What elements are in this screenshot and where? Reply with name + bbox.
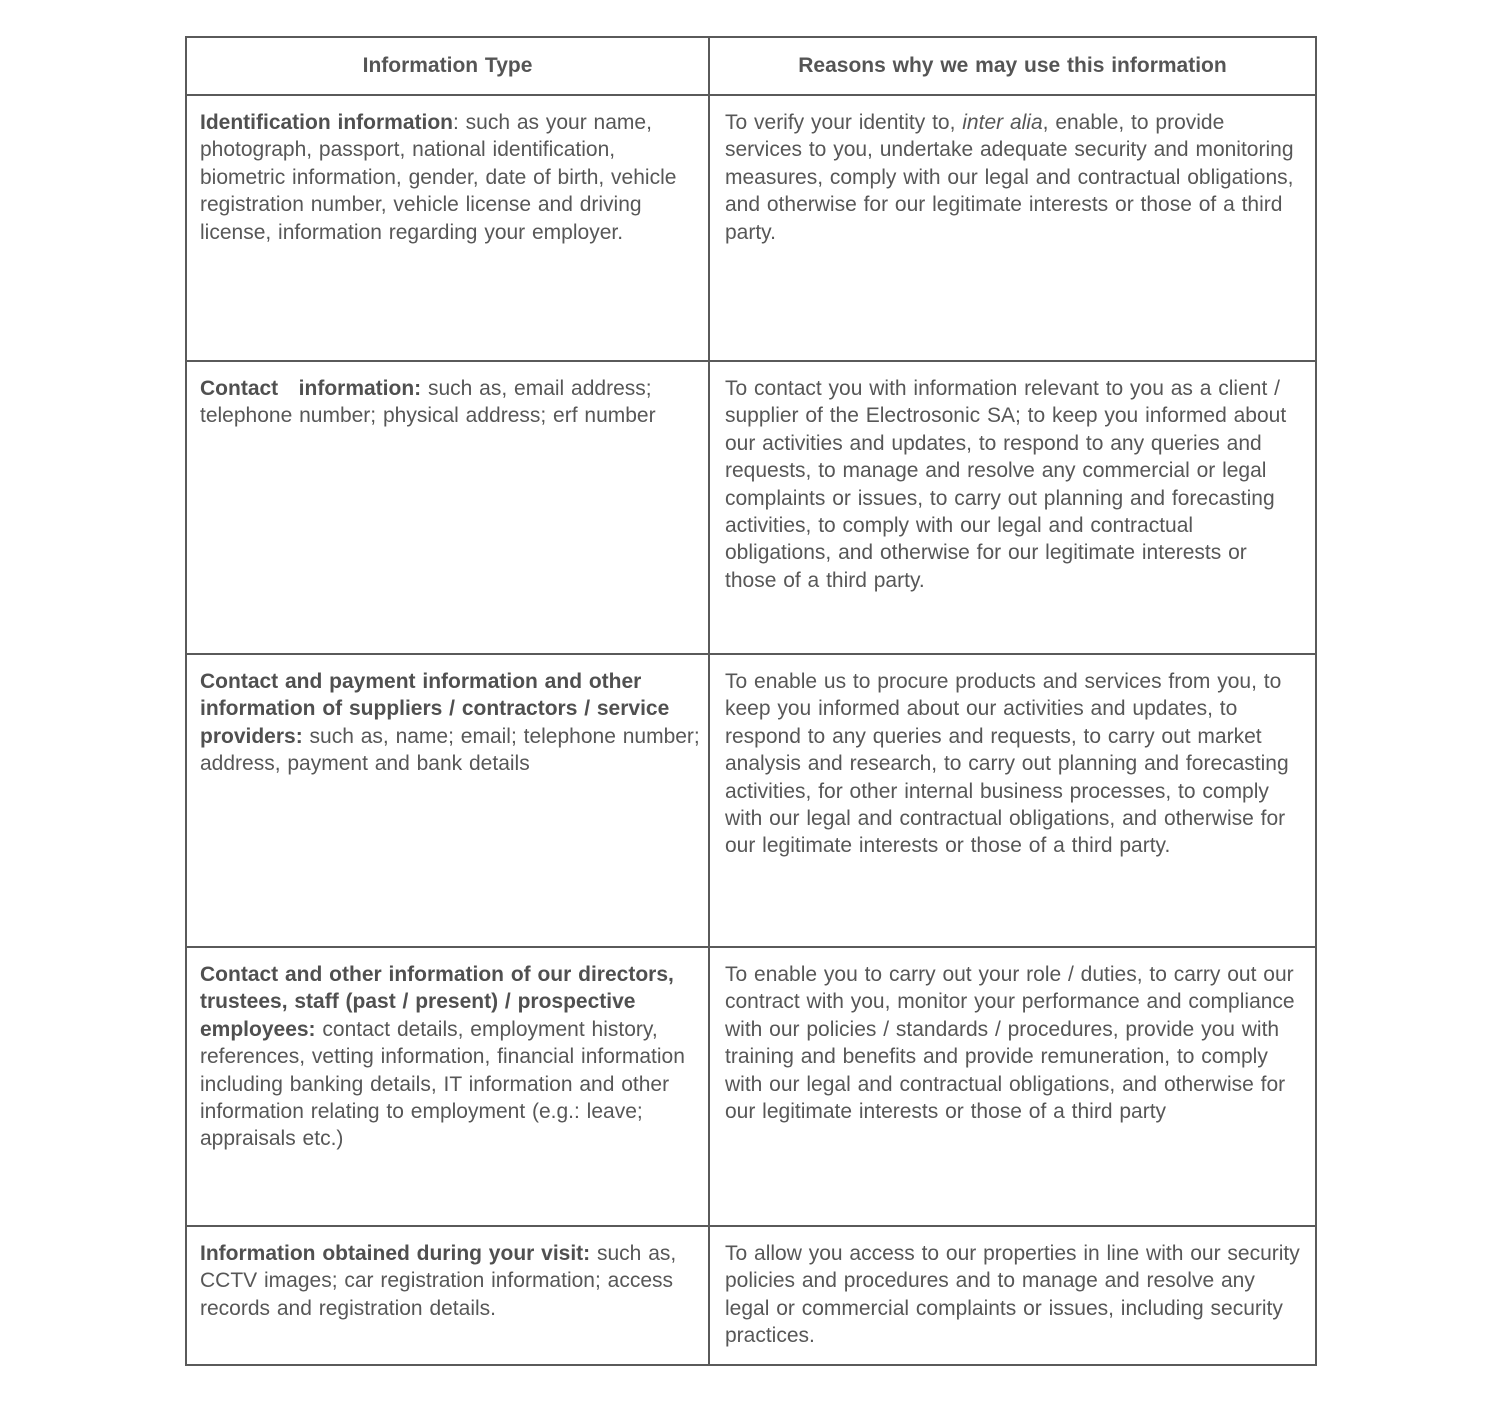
header-information-type: Information Type bbox=[186, 37, 709, 95]
table-header-row bbox=[186, 37, 1316, 95]
information-type-label: Identification information bbox=[200, 111, 453, 134]
information-type-cell bbox=[186, 654, 709, 947]
information-type-description: such as, CCTV images; car registration information; access records and registration details. bbox=[200, 1242, 677, 1320]
table-row bbox=[186, 361, 1316, 654]
reason-cell bbox=[709, 95, 1316, 361]
table-row bbox=[186, 1226, 1316, 1365]
information-type-cell bbox=[186, 1226, 709, 1365]
reason-cell bbox=[709, 361, 1316, 654]
reason-text: To enable us to procure products and services from you, to keep you informed about our activities and updates, to respond to any queries and requests, to carry out market analysis and research, to carry out planning and forecasting activities, for other internal business processes, to comply with our legal and contractual obligations, and otherwise for our legitimate interests or those of a third party. bbox=[725, 670, 1289, 858]
information-table bbox=[185, 36, 1317, 1366]
information-type-cell bbox=[186, 95, 709, 361]
information-type-label: Contact and other information of our directors, trustees, staff (past / present) / prospective employees: bbox=[200, 963, 674, 1041]
table-row bbox=[186, 947, 1316, 1226]
information-type-label: Contact information: bbox=[200, 377, 422, 400]
reason-cell bbox=[709, 947, 1316, 1226]
table-row bbox=[186, 95, 1316, 361]
reason-italic-text: inter alia bbox=[962, 111, 1043, 134]
reason-cell bbox=[709, 1226, 1316, 1365]
information-type-description: : such as your name, photograph, passport, national identification, biometric information, gender, date of birth, vehicle registration number, vehicle license and driving license, information regarding your employer. bbox=[200, 111, 677, 244]
header-reasons: Reasons why we may use this information bbox=[709, 37, 1316, 95]
reason-text-continued: , enable, to provide services to you, undertake adequate security and monitoring measures, comply with our legal and contractual obligations, and otherwise for our legitimate interests or those of a third party. bbox=[725, 111, 1294, 244]
information-type-label: Contact and payment information and other information of suppliers / contractors / service providers: bbox=[200, 670, 670, 748]
information-type-description: such as, email address; telephone number; physical address; erf number bbox=[200, 377, 656, 428]
information-type-description: contact details, employment history, references, vetting information, financial information including banking details, IT information and other information relating to employment (e.g.: leave; appraisals etc.) bbox=[200, 1017, 685, 1151]
reason-text: To allow you access to our properties in line with our security policies and procedures and to manage and resolve any legal or commercial complaints or issues, including security practices. bbox=[725, 1242, 1300, 1348]
reason-text: To verify your identity to, bbox=[725, 111, 963, 134]
reason-text: To contact you with information relevant to you as a client / supplier of the Electrosonic SA; to keep you informed about our activities and updates, to respond to any queries and requests, to manage and resolve any commercial or legal complaints or issues, to carry out planning and forecasting activities, to comply with our legal and contractual obligations, and otherwise for our legitimate interests or those of a third party. bbox=[725, 377, 1287, 592]
reason-text: To enable you to carry out your role / duties, to carry out our contract with you, monitor your performance and compliance with our policies / standards / procedures, provide you with training and benefits and provide remuneration, to comply with our legal and contractual obligations, and otherwise for our legitimate interests or those of a third party bbox=[725, 963, 1295, 1124]
information-type-cell bbox=[186, 361, 709, 654]
information-type-description: such as, name; email; telephone number; address, payment and bank details bbox=[200, 724, 700, 776]
table-row bbox=[186, 654, 1316, 947]
information-type-label: Information obtained during your visit: bbox=[200, 1242, 591, 1265]
reason-cell bbox=[709, 654, 1316, 947]
information-type-cell bbox=[186, 947, 709, 1226]
